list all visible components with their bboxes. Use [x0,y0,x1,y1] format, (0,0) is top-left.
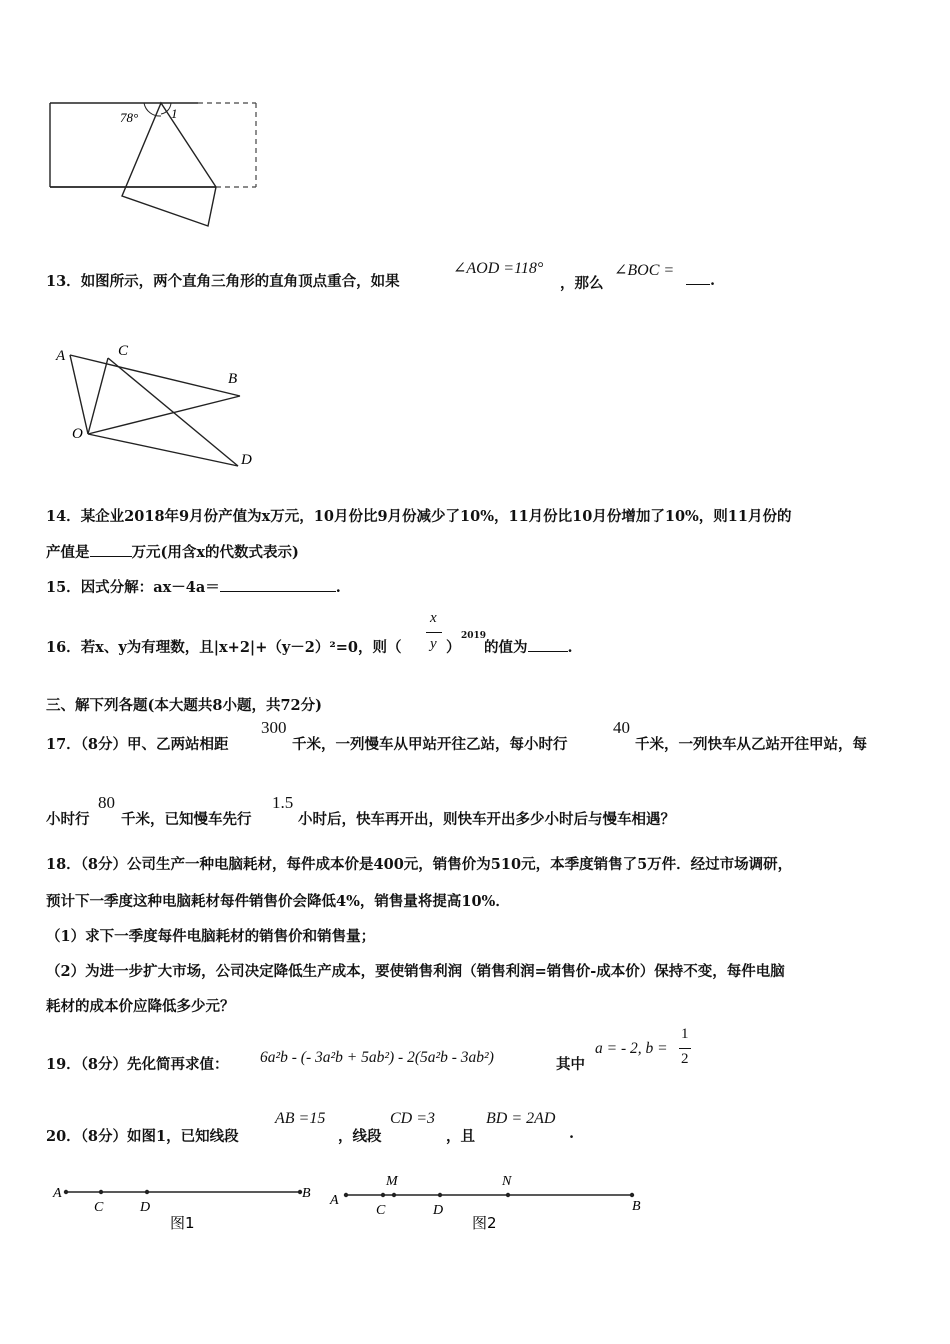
question-17-line2: 小时行 [46,811,90,828]
q19-frac-bar [679,1048,691,1049]
segment-figure-1 [48,1170,328,1240]
q15-answer-blank [220,590,336,592]
point-A [344,1193,348,1197]
question-18-line2: 预计下一季度这种电脑耗材每件销售价会降低4%，销售量将提高10%． [46,893,510,910]
q16-answer-blank [528,650,568,652]
fig2-caption: 图2 [472,1214,497,1232]
section-3-title: 三、解下列各题(本大题共8小题，共72分) [46,697,322,714]
label-D: D [241,452,252,468]
segment-figure-2 [322,1165,662,1245]
question-15: 15．因式分解：ax－4a＝ . [46,579,341,596]
fig1-caption: 图1 [170,1214,195,1232]
fig2-label-C: C [376,1203,386,1218]
q20-text-3: ，且 [446,1128,475,1145]
q19-where: 其中 [556,1056,585,1073]
q19-condition: a = - 2, b = [595,1040,668,1057]
fig2-label-N: N [502,1174,512,1189]
fig2-label-M: M [386,1174,398,1189]
q17-head-start: 1.5 [272,793,294,812]
segment-OD [88,434,238,466]
fig1-label-D: D [140,1200,151,1215]
folded-rectangle-figure [40,92,270,232]
q17-text-2: 千米，一列慢车从甲站开往乙站，每小时行 [292,736,568,753]
question-18-sub1: （1）求下一季度每件电脑耗材的销售价和销售量； [46,928,376,945]
segment-CO [88,358,108,434]
segment-OB [88,396,240,434]
q13-answer-blank: . [686,272,715,289]
q17-slow-speed: 40 [613,718,630,737]
q20-cd-length: CD =3 [390,1110,436,1127]
q20-bd-relation: BD = 2AD [486,1110,556,1127]
question-16: 16．若x、y为有理数，且|x+2|+（y－2）²=0，则（ [46,639,402,656]
q17-fast-speed: 80 [98,793,115,812]
question-17: 17．（8分）甲、乙两站相距 [46,736,229,753]
label-B: B [228,371,238,387]
fig1-label-B: B [302,1186,311,1201]
point-M [392,1193,396,1197]
question-18-sub2-line2: 耗材的成本价应降低多少元？ [46,998,235,1015]
q19-frac-denominator: 2 [681,1051,689,1067]
segment-CD [108,358,238,466]
q16-frac-numerator: x [430,610,437,626]
segment-AB [70,355,240,396]
point-N [506,1193,510,1197]
point-D [145,1190,149,1194]
fig1-label-A: A [53,1186,62,1201]
question-number: 13． [46,273,81,290]
label-C: C [118,343,129,359]
label-A: A [56,348,66,364]
q17-text-5: 千米，已知慢车先行 [121,811,252,828]
q14-answer-blank [90,555,132,557]
fig2-label-A: A [330,1193,339,1208]
question-19: 19．（8分）先化简再求值： [46,1056,229,1073]
q17-text-3: 千米，一列快车从乙站开往甲站，每 [635,736,867,753]
fig1-label-C: C [94,1200,104,1215]
angle-78-label: 78° [120,110,139,125]
q13-given-angle: ∠AOD =118° [453,260,544,277]
q20-text-2: ，线段 [338,1128,382,1145]
q20-ab-length: AB =15 [275,1110,326,1127]
point-C [99,1190,103,1194]
q17-text-6: 小时后，快车再开出，则快车开出多少小时后与慢车相遇？ [298,811,675,828]
label-O: O [72,426,83,442]
point-D [438,1193,442,1197]
question-text: 如图所示，两个直角三角形的直角顶点重合，如果 [80,273,400,290]
q13-asked-angle: ∠BOC = [614,262,675,279]
angle-1-label: 1 [171,106,178,121]
point-B [630,1193,634,1197]
question-13 [46,270,400,291]
q16-exponent: 2019 [461,631,487,641]
point-A [64,1190,68,1194]
q16-frac-bar [426,632,442,633]
q19-expression: 6a²b - (- 3a²b + 5ab²) - 2(5a²b - 3ab²) [260,1049,494,1066]
point-C [381,1193,385,1197]
question-18-sub2: （2）为进一步扩大市场，公司决定降低生产成本，要使销售利润（销售利润=销售价-成本价）保持不变，每件电脑 [46,963,785,980]
segment-AO [70,355,88,434]
fig2-label-B: B [632,1199,641,1214]
triangles-figure-13 [48,340,278,475]
q17-distance: 300 [261,718,287,737]
fig2-label-D: D [433,1203,444,1218]
question-14: 14．某企业2018年9月份产值为x万元，10月份比9月份减少了10%，11月份比10月份增加了10%，则11月份的 [46,508,792,525]
question-14-line2: 产值是 万元(用含x的代数式表示) [46,544,299,561]
q16-close-paren: ） [446,639,461,656]
question-18: 18．（8分）公司生产一种电脑耗材，每件成本价是400元，销售价为510元，本季度销售了5万件．经过市场调研， [46,856,793,873]
q16-tail: 的值为 . [484,639,573,656]
q20-end: . [569,1125,575,1142]
q16-frac-denominator: y [430,636,437,652]
question-20: 20．（8分）如图1，已知线段 [46,1128,239,1145]
q13-text-then: ，那么 [560,275,604,292]
q19-frac-numerator: 1 [681,1026,689,1042]
